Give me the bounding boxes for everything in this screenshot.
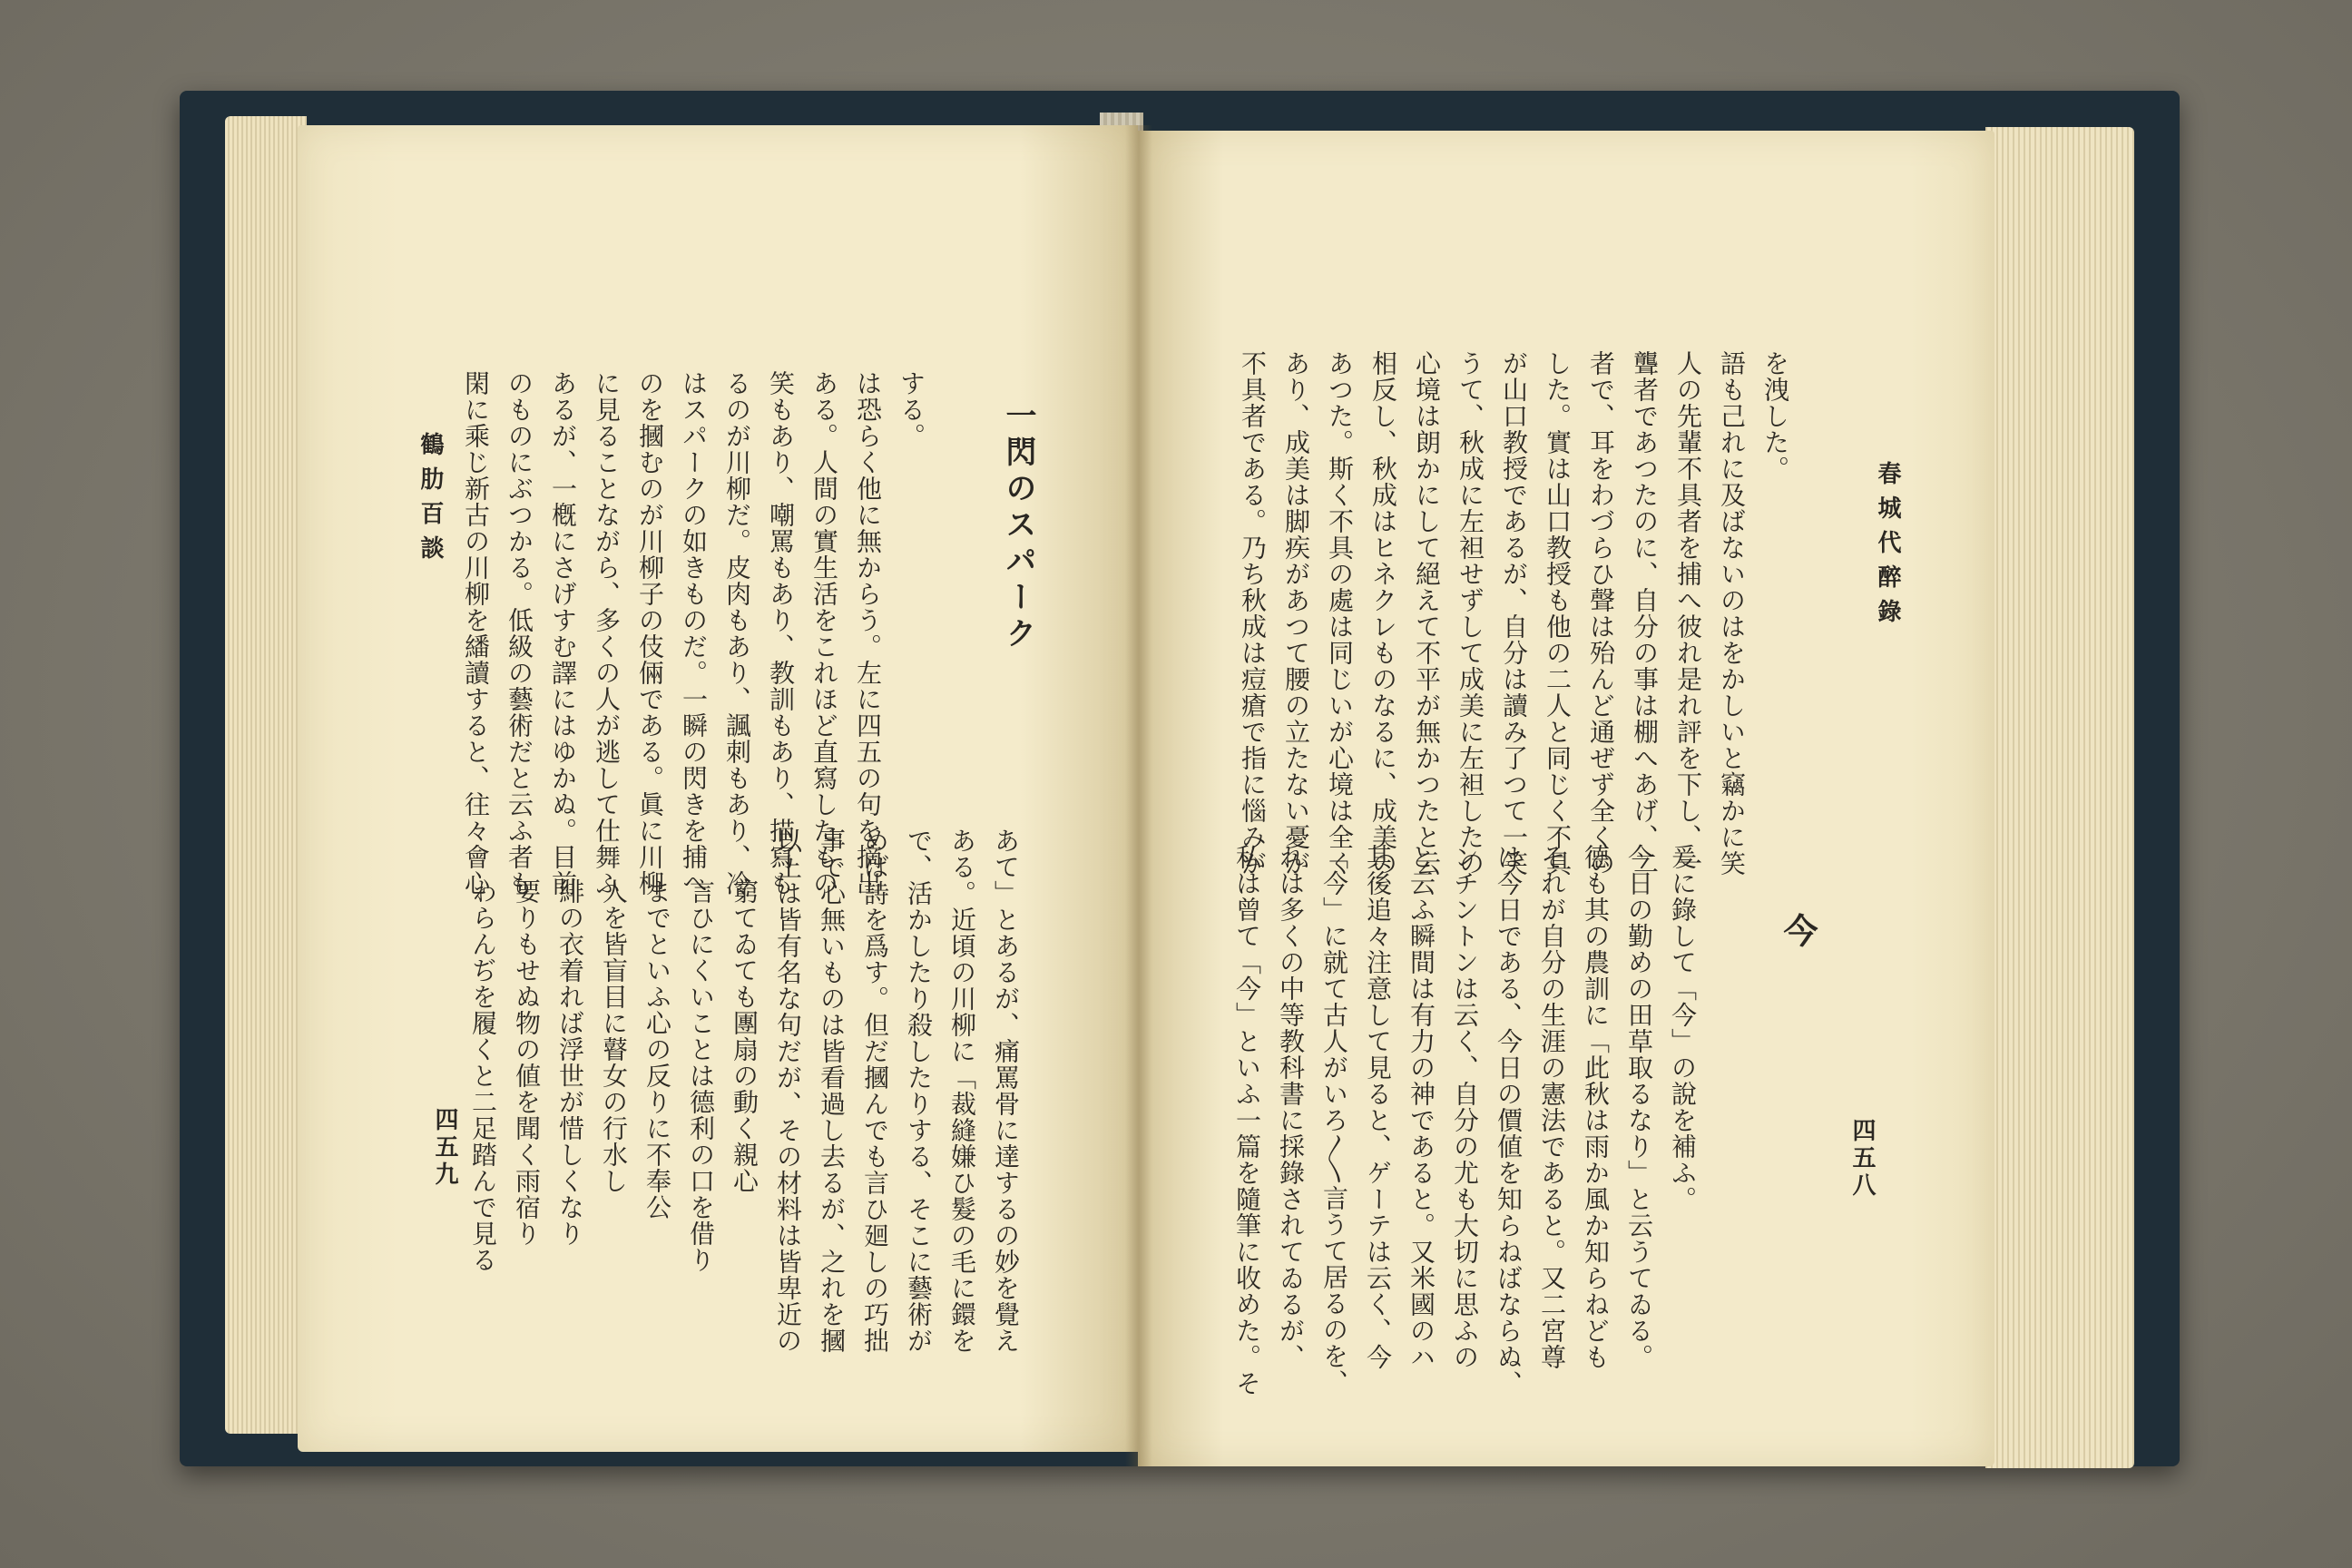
text-line: 語も己れに及ばないのはをかしいと竊かに笑 xyxy=(1717,350,1747,877)
text-line: 要りもせぬ物の値を聞く雨宿り xyxy=(512,878,542,1247)
text-line: ある。近頃の川柳に「裁縫嫌ひ髮の毛に鐶を xyxy=(947,828,977,1354)
text-line: 以上は皆有名な句だが、その材料は皆卑近の xyxy=(773,828,803,1354)
text-line: それが自分の生涯の憲法であると。又二宮尊 xyxy=(1537,844,1567,1370)
text-line: 其後追々注意して見ると、ゲーテは云く、今 xyxy=(1363,844,1393,1370)
text-line: あるが、一槪にさげすむ譯にはゆかぬ。目前 xyxy=(548,370,578,897)
left-upper-text xyxy=(454,370,933,897)
text-line: 不具者である。乃ち秋成は痘瘡で指に惱みが xyxy=(1238,350,1268,877)
text-line: 緋の衣着れば浮世が惜しくなり xyxy=(555,878,585,1247)
text-line: ある。人間の實生活をこれほど直寫したもの xyxy=(809,370,839,897)
text-line: が山口教授であるが、自分は讀み了つて一笑 xyxy=(1499,350,1529,877)
text-line: はスパークの如きものだ。一瞬の閃きを捕へ xyxy=(679,370,709,897)
text-line: るのが川柳だ。皮肉もあり、諷刺もあり、冷 xyxy=(722,370,752,897)
text-line: する。 xyxy=(897,370,926,449)
text-line: 人を皆盲目に瞽女の行水し xyxy=(599,878,629,1194)
text-line: れは多くの中等教科書に採錄されてゐるが、 xyxy=(1276,844,1306,1370)
text-line: 聾者であつたのに、自分の事は棚へあげ、二 xyxy=(1630,350,1660,877)
text-line: 閑に乘じ新古の川柳を繙讀すると、往々會心 xyxy=(461,370,491,897)
text-line: を洩した。 xyxy=(1760,350,1790,482)
right-page-edges xyxy=(1985,127,2134,1468)
text-line: 窮てゐても團扇の動く親心 xyxy=(730,878,760,1194)
text-line: した。實は山口教授も他の二人と同じく不具 xyxy=(1543,350,1573,877)
text-line: あて」とあるが、痛罵骨に達するの妙を覺え xyxy=(991,828,1021,1354)
section-heading-now: 今 xyxy=(1778,913,1818,953)
right-page-number: 四五八 xyxy=(1848,1118,1876,1200)
text-line: 笑もあり、嘲罵もあり、教訓もあり、描寫も xyxy=(766,370,796,897)
text-line: に見ることながら、多くの人が逃して仕舞ふ xyxy=(592,370,622,897)
text-line: めば詩を爲す。但だ摑んでも言ひ廻しの巧拙 xyxy=(860,828,890,1354)
text-line: あつた。斯く不具の處は同じいが心境は全く xyxy=(1325,350,1355,877)
text-line: 「今」に就て古人がいろ〳〵言うて居るのを、 xyxy=(1319,844,1349,1396)
right-lower-text xyxy=(1225,844,1704,1396)
right-upper-text xyxy=(1230,350,1797,877)
book-gutter xyxy=(1125,125,1152,1466)
text-line: 者で、耳をわづらひ聲は殆んど通ぜず全くの xyxy=(1586,350,1616,877)
text-line: 相反し、秋成はヒネクレものなるに、成美の xyxy=(1368,350,1398,877)
text-line: のを摑むのが川柳子の伎倆である。眞に川柳 xyxy=(635,370,665,897)
right-running-head: 春城代醉錄 xyxy=(1874,461,1901,633)
text-line: 今日の勤めの田草取るなり」と云うてゐる。 xyxy=(1624,844,1654,1370)
text-line: 爰に錄して「今」の說を補ふ。 xyxy=(1668,844,1698,1212)
text-line: 私は曾て「今」といふ一篇を隨筆に收めた。そ xyxy=(1232,844,1262,1396)
text-line: は今日である、今日の價値を知らねばならぬ、 xyxy=(1494,844,1524,1396)
text-line: のものにぶつかる。低級の藝術だと云ふ者も xyxy=(505,370,534,897)
text-line: までといふ心の反りに不奉公 xyxy=(642,878,672,1220)
section-heading-spark: 一閃のスパーク xyxy=(1000,399,1036,653)
text-line: あり、成美は脚疾があつて腰の立たない憂が xyxy=(1281,350,1311,877)
text-line: うて、秋成に左袒せずして成美に左袒したの xyxy=(1455,350,1485,877)
left-page-edges xyxy=(225,116,307,1434)
text-line: 人の先輩不具者を捕へ彼れ是れ評を下し、一 xyxy=(1673,350,1703,877)
text-line: わらんぢを履くと二足踏んで見る xyxy=(468,878,498,1273)
text-line: 事で心無いものは皆看過し去るが、之れを摑 xyxy=(817,828,847,1354)
text-line: 言ひにくいことは德利の口を借り xyxy=(686,878,716,1273)
left-page-number: 四五九 xyxy=(431,1107,458,1189)
text-line: 心境は朗かにして絕えて不平が無かつたと云 xyxy=(1412,350,1442,877)
text-line: で、活かしたり殺したりする、そこに藝術が xyxy=(904,828,934,1354)
left-running-head: 鶴肋百談 xyxy=(416,432,444,570)
text-line: 德も其の農訓に「此秋は雨か風か知らねども xyxy=(1581,844,1611,1370)
text-line: ンチントンは云く、自分の尤も大切に思ふの xyxy=(1450,844,1480,1370)
text-line: は恐らく他に無からう。左に四五の句を摘出 xyxy=(853,370,883,897)
left-lower-text xyxy=(461,828,1027,1354)
text-line: と云ふ瞬間は有力の神であると。又米國のハ xyxy=(1406,844,1436,1370)
